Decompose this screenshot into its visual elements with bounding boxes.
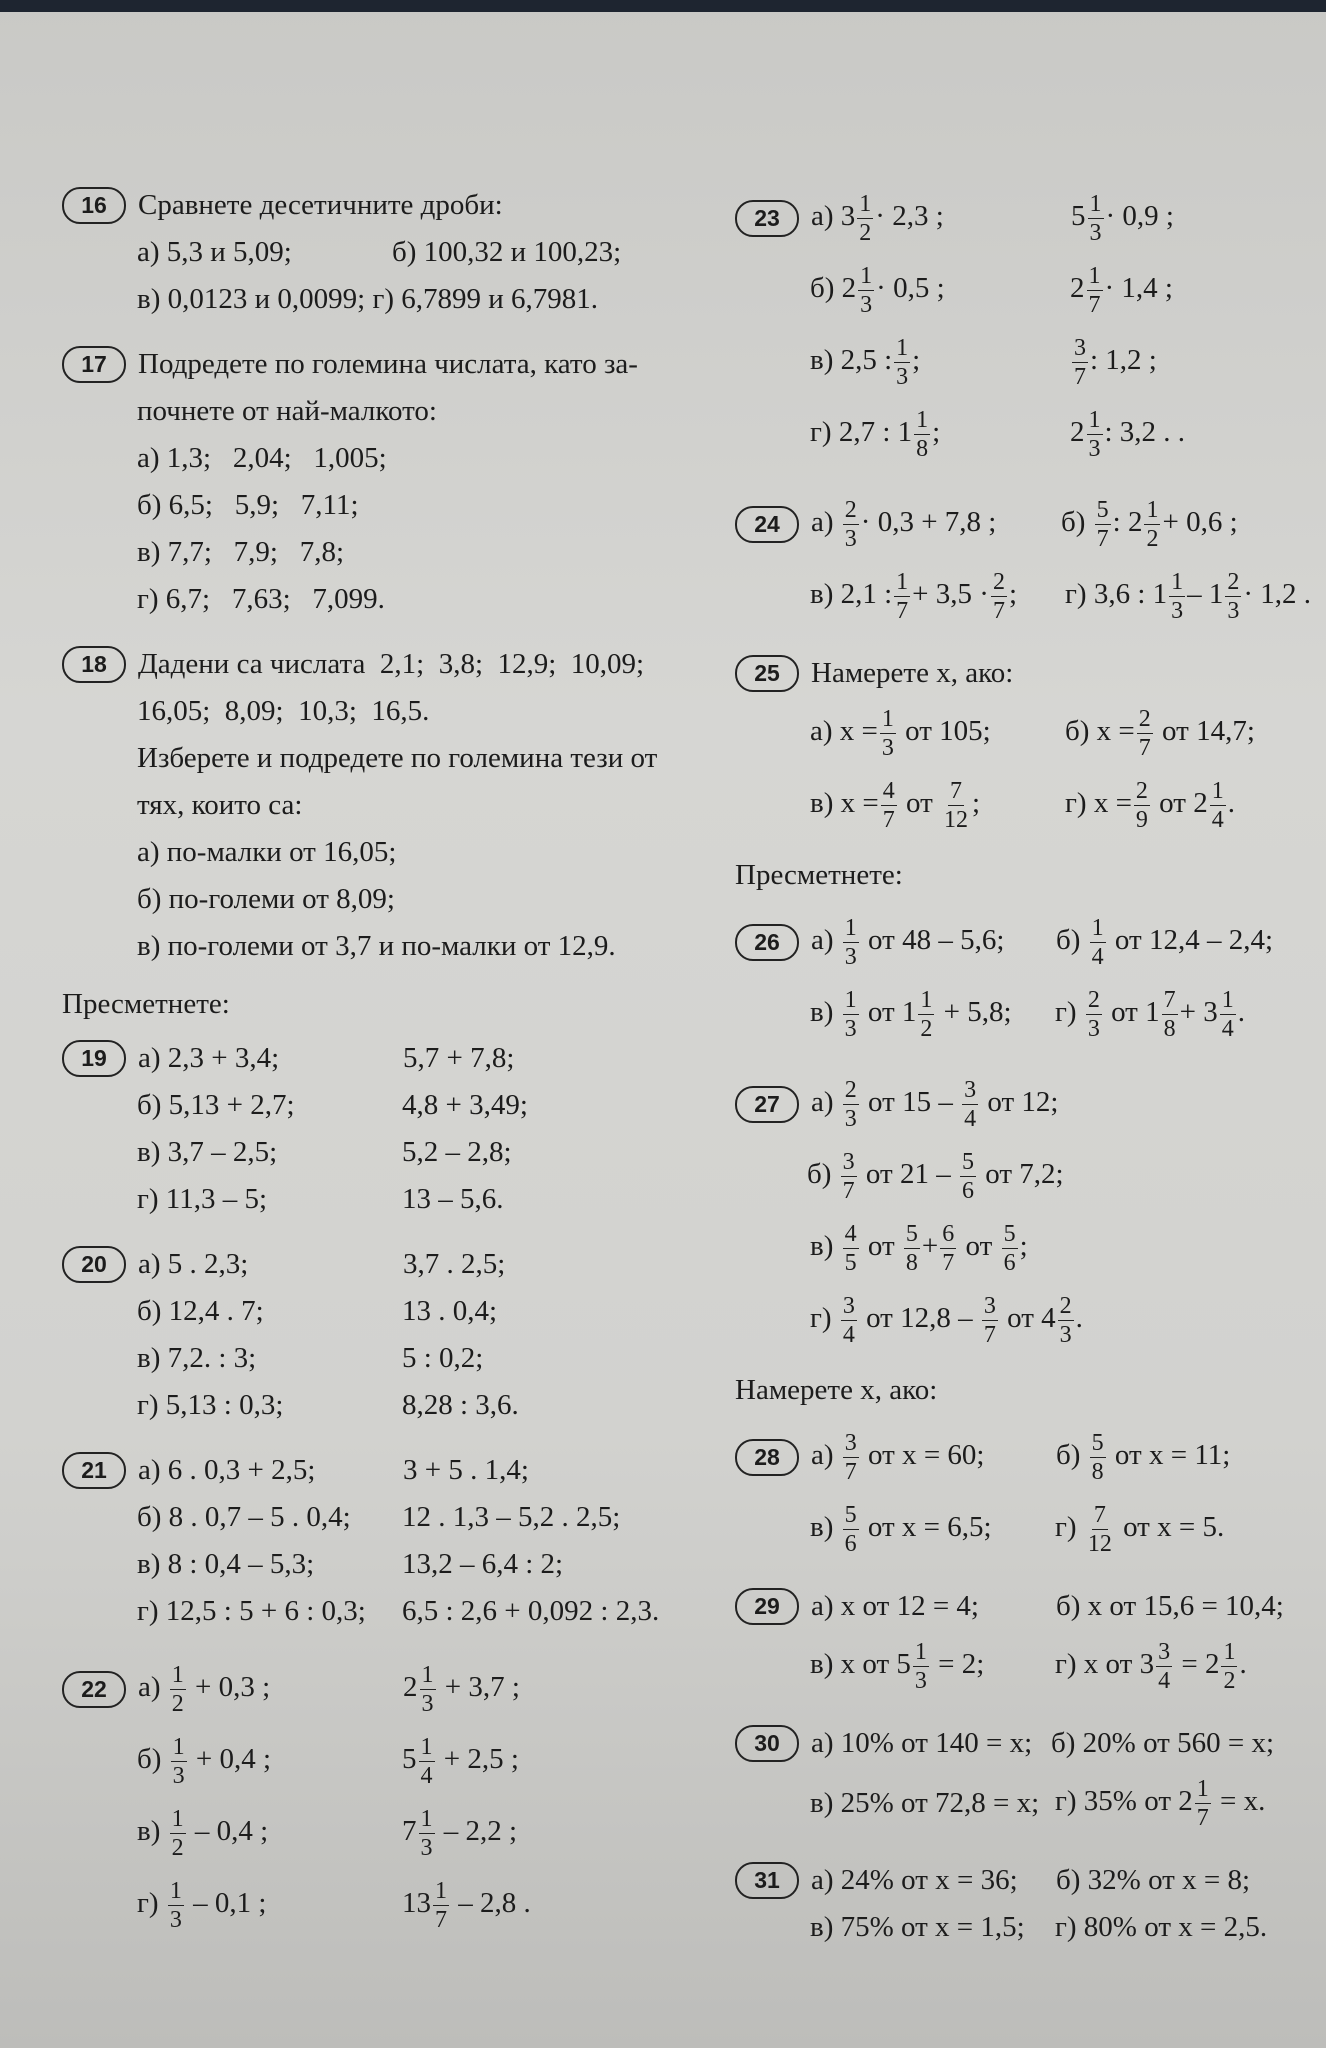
problem-number: 29 [735,1588,799,1625]
problem-24 [735,488,1315,632]
problem-22 [62,1653,712,1941]
item-d: г) 80% от x = 2,5. [1055,1911,1268,1944]
item-a1: а) 2,3 + 3,4; [138,1042,280,1075]
problem-20 [62,1241,712,1429]
problem-28 [735,1421,1315,1565]
problem-number: 16 [62,187,126,224]
problem-number: 23 [735,200,799,237]
item-a: а) 24% от x = 36; [811,1864,1018,1897]
item-d: г) $\frac{7}{12}$ от x = 5. [1055,1501,1225,1557]
item-a2: 3,7 . 2,5; [403,1248,506,1281]
item-d2: 13 $\frac{1}{7}$ – 2,8 . [402,1877,531,1933]
item-b2: 13 . 0,4; [402,1295,498,1328]
problem-title-line2: почнете от най-малкото: [137,395,437,428]
item-c2: 5 : 0,2; [402,1342,484,1375]
item-c: в) 75% от x = 1,5; [810,1911,1025,1944]
item-b: б) $\frac{1}{4}$ от 12,4 – 2,4; [1056,914,1274,970]
problem-16 [62,182,712,323]
problem-text-line2: 16,05; 8,09; 10,3; 16,5. [137,695,430,728]
problem-title: Сравнете десетичните дроби: [138,189,503,222]
item-c1: в) 8 : 0,4 – 5,3; [137,1548,315,1581]
problem-number: 24 [735,506,799,543]
item-d: г) 35% от 2 $\frac{1}{7}$ = x. [1055,1775,1266,1831]
problem-number: 22 [62,1671,126,1708]
problem-26 [735,906,1315,1050]
problem-number: 26 [735,924,799,961]
item-d: г) x от 3 $\frac{3}{4}$ = 2 $\frac{1}{2}$ . [1055,1638,1247,1694]
item-d2: 2 $\frac{1}{3}$ : 3,2 . . [1070,406,1186,462]
item-d: г) 6,7; 7,63; 7,099. [137,583,385,616]
right-column [735,182,1315,1969]
problem-number: 19 [62,1040,126,1077]
item-a: а) по-малки от 16,05; [137,836,397,869]
item-d: г) 3,6 : 1 $\frac{1}{3}$ – 1 $\frac{2}{3}$ · 1,2 . [1065,568,1312,624]
item-c1: в) 3,7 – 2,5; [137,1136,278,1169]
item-d1: г) 5,13 : 0,3; [137,1389,284,1422]
item-d1: г) 2,7 : 1 $\frac{1}{8}$ ; [810,406,941,462]
item-c2: 5,2 – 2,8; [402,1136,512,1169]
item-c1: в) 7,2. : 3; [137,1342,257,1375]
item-a1: а) 3 $\frac{1}{2}$ · 2,3 ; [811,190,944,246]
textbook-page [0,12,1326,2048]
item-d2: 8,28 : 3,6. [402,1389,519,1422]
item-d1: г) 12,5 : 5 + 6 : 0,3; [137,1595,366,1628]
item-c2: $\frac{3}{7}$ : 1,2 ; [1074,334,1157,390]
problem-31 [735,1857,1315,1951]
item-c: в) $\frac{5}{6}$ от x = 6,5; [810,1501,992,1557]
item-b: б) x от 15,6 = 10,4; [1056,1590,1284,1623]
item-d: г) $\frac{3}{4}$ от 12,8 – $\frac{3}{7}$ от 4 $\frac{2}{3}$ . [810,1292,1083,1348]
item-c2: 13,2 – 6,4 : 2; [402,1548,564,1581]
problem-text-line3: Изберете и подредете по големина тези от [137,742,658,775]
problem-29 [735,1583,1315,1702]
item-b: б) 6,5; 5,9; 7,11; [137,489,359,522]
problem-number: 20 [62,1246,126,1283]
item-b1: б) 2 $\frac{1}{3}$ · 0,5 ; [810,262,945,318]
problem-21 [62,1447,712,1635]
item-b1: б) $\frac{1}{3}$ + 0,4 ; [137,1733,272,1789]
problem-25 [735,650,1315,841]
item-a2: 5,7 + 7,8; [403,1042,515,1075]
item-d: г) x = $\frac{2}{9}$ от 2 $\frac{1}{4}$ . [1065,777,1235,833]
problem-27 [735,1068,1315,1356]
problem-number: 21 [62,1452,126,1489]
item-c: в) по-големи от 3,7 и по-малки от 12,9. [137,930,616,963]
item-b: б) x = $\frac{2}{7}$ от 14,7; [1065,705,1255,761]
problem-number: 25 [735,655,799,692]
problem-number: 18 [62,646,126,683]
problem-17 [62,341,712,623]
item-b1: б) 8 . 0,7 – 5 . 0,4; [137,1501,351,1534]
problem-number: 17 [62,346,126,383]
item-b: б) $\frac{5}{7}$ : 2 $\frac{1}{2}$ + 0,6 ; [1061,496,1238,552]
item-a: а) $\frac{3}{7}$ от x = 60; [811,1429,985,1485]
item-b2: 5 $\frac{1}{4}$ + 2,5 ; [402,1733,519,1789]
item-a2: 3 + 5 . 1,4; [403,1454,529,1487]
item-a2: 2 $\frac{1}{3}$ + 3,7 ; [403,1661,520,1717]
item-b2: 12 . 1,3 – 5,2 . 2,5; [402,1501,621,1534]
item-a: а) x = $\frac{1}{3}$ от 105; [810,705,991,761]
item-b2: 4,8 + 3,49; [402,1089,528,1122]
section-heading-compute: Пресметнете: [62,988,230,1020]
item-d2: 13 – 5,6. [402,1183,504,1216]
item-c: в) 0,0123 и 0,0099; [137,283,366,316]
item-c: в) 2,1 : $\frac{1}{7}$ + 3,5 · $\frac{2}{7}$ ; [810,568,1017,624]
item-a: а) $\frac{1}{3}$ от 48 – 5,6; [811,914,1005,970]
item-c: в) x от 5 $\frac{1}{3}$ = 2; [810,1638,985,1694]
item-b1: б) 5,13 + 2,7; [137,1089,295,1122]
item-a: а) 5,3 и 5,09; [137,236,292,269]
item-c: в) $\frac{4}{5}$ от $\frac{5}{8}$ + $\frac{6}{7}$ от $\frac{5}{6}$ ; [810,1220,1028,1276]
item-b: б) по-големи от 8,09; [137,883,395,916]
item-d: г) $\frac{2}{3}$ от 1 $\frac{7}{8}$ + 3 $\frac{1}{4}$ . [1055,986,1245,1042]
item-c: в) x = $\frac{4}{7}$ от $\frac{7}{12}$ ; [810,777,981,833]
item-a: а) 1,3; 2,04; 1,005; [137,442,387,475]
item-b: б) 100,32 и 100,23; [392,236,622,269]
section-heading-compute: Пресметнете: [735,859,903,891]
item-d1: г) 11,3 – 5; [137,1183,268,1216]
item-c: в) $\frac{1}{3}$ от 1 $\frac{1}{2}$ + 5,8; [810,986,1012,1042]
item-b: б) $\frac{5}{8}$ от x = 11; [1056,1429,1231,1485]
top-edge-bar [0,0,1326,12]
item-a1: а) $\frac{1}{2}$ + 0,3 ; [138,1661,271,1717]
problem-text-line4: тях, които са: [137,789,303,822]
problem-23 [735,182,1315,470]
item-b: б) 32% от x = 8; [1056,1864,1251,1897]
problem-number: 31 [735,1862,799,1899]
item-c1: в) 2,5 : $\frac{1}{3}$ ; [810,334,921,390]
item-d2: 6,5 : 2,6 + 0,092 : 2,3. [402,1595,660,1628]
item-d: г) 6,7899 и 6,7981. [372,283,599,316]
item-a: а) $\frac{2}{3}$ от 15 – $\frac{3}{4}$ от 12; [811,1076,1059,1132]
item-b: б) 20% от 560 = x; [1051,1727,1275,1760]
problem-30 [735,1720,1315,1839]
item-a: а) 10% от 140 = x; [811,1727,1033,1760]
item-b1: б) 12,4 . 7; [137,1295,264,1328]
item-c1: в) $\frac{1}{2}$ – 0,4 ; [137,1805,269,1861]
problem-19 [62,1035,712,1223]
problem-text-line1: Дадени са числата 2,1; 3,8; 12,9; 10,09; [138,648,645,681]
item-a: а) $\frac{2}{3}$ · 0,3 + 7,8 ; [811,496,997,552]
item-a1: а) 5 . 2,3; [138,1248,249,1281]
item-c: в) 7,7; 7,9; 7,8; [137,536,345,569]
problem-title-line1: Подредете по големина числата, като за- [138,348,638,381]
item-a2: 5 $\frac{1}{3}$ · 0,9 ; [1071,190,1174,246]
item-d1: г) $\frac{1}{3}$ – 0,1 ; [137,1877,267,1933]
item-b: б) $\frac{3}{7}$ от 21 – $\frac{5}{6}$ от 7,2; [807,1148,1064,1204]
problem-title: Намерете x, ако: [811,657,1014,690]
left-column [62,182,712,1959]
problem-18 [62,641,712,970]
item-a1: а) 6 . 0,3 + 2,5; [138,1454,316,1487]
section-heading-find-x: Намерете x, ако: [735,1374,938,1406]
item-c: в) 25% от 72,8 = x; [810,1786,1040,1819]
item-a: а) x от 12 = 4; [811,1590,979,1623]
problem-number: 28 [735,1439,799,1476]
item-c2: 7 $\frac{1}{3}$ – 2,2 ; [402,1805,518,1861]
problem-number: 30 [735,1725,799,1762]
problem-number: 27 [735,1086,799,1123]
item-b2: 2 $\frac{1}{7}$ · 1,4 ; [1070,262,1173,318]
